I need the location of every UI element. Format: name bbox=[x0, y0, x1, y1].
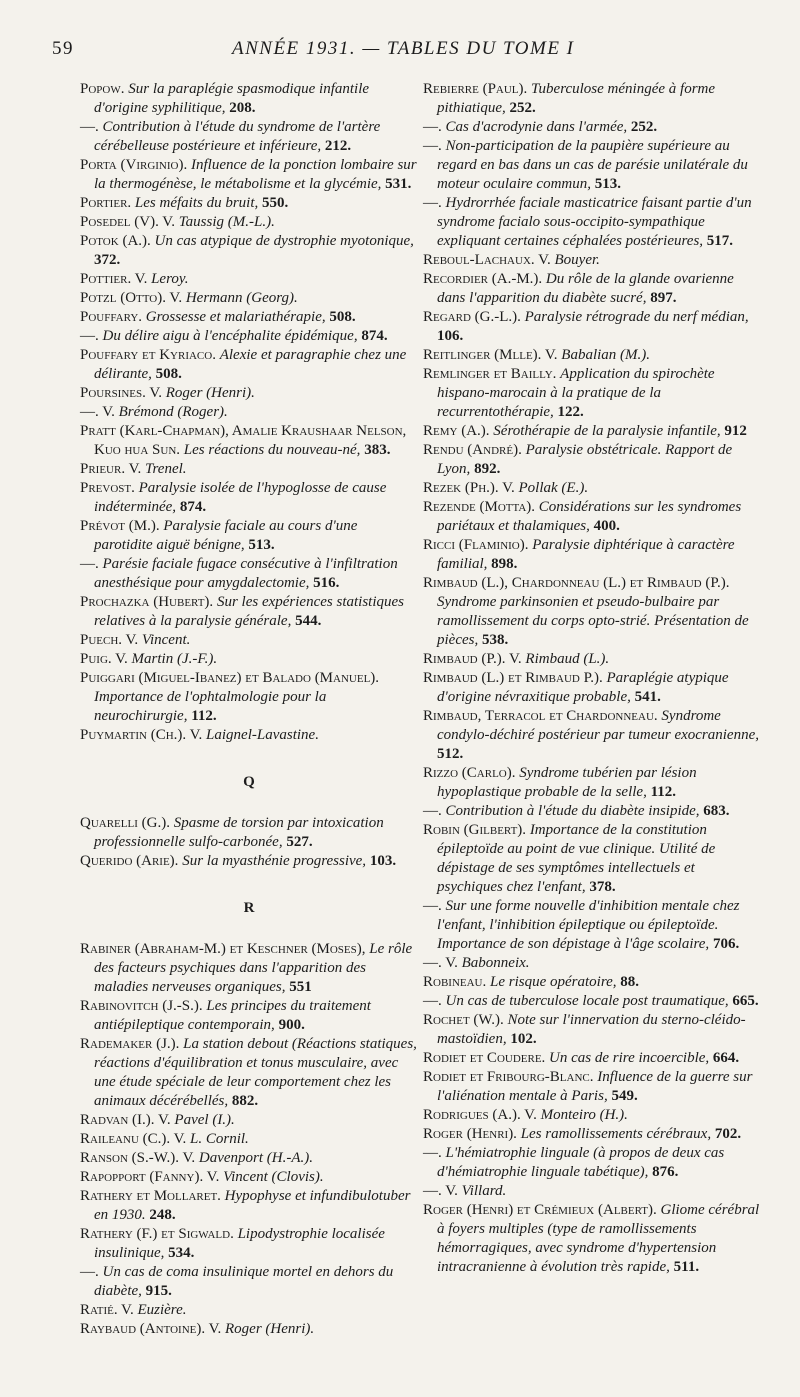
index-entry bbox=[423, 954, 761, 973]
entry-title: Note sur l'innervation du sterno-cléido-mastoïdien, bbox=[437, 1012, 746, 1047]
entry-page: 544. bbox=[295, 613, 322, 629]
entry-author: Rademaker (J.). bbox=[80, 1036, 180, 1052]
index-entry bbox=[80, 814, 418, 852]
entry-title: Les principes du traitement antiépileptique contemporain, bbox=[94, 998, 371, 1033]
entry-author: —. bbox=[80, 1264, 99, 1280]
index-entry bbox=[80, 997, 418, 1035]
entry-title: Vincent. bbox=[141, 632, 191, 648]
index-entry bbox=[80, 1301, 418, 1320]
entry-title: Importance de la constitution épileptoïde au point de vue clinique. Utilité de dépistage de ses symptômes intellectuels et psychiques chez l'enfant, bbox=[437, 822, 716, 895]
entry-title: Vincent (Clovis). bbox=[223, 1169, 324, 1185]
entry-author: Puig. V. bbox=[80, 651, 128, 667]
index-entry bbox=[423, 118, 761, 137]
entry-author: Ricci (Flaminio). bbox=[423, 537, 529, 553]
index-entry bbox=[80, 1187, 418, 1225]
entry-title: Application du spirochète hispano-marocain à la pratique de la recurrentothérapie, bbox=[437, 366, 715, 420]
entry-author: Rapopport (Fanny). V. bbox=[80, 1169, 220, 1185]
index-entry bbox=[423, 1125, 761, 1144]
index-entry bbox=[80, 1111, 418, 1130]
index-entry bbox=[423, 80, 761, 118]
entry-page: 915. bbox=[145, 1283, 172, 1299]
entry-title: Pavel (I.). bbox=[174, 1112, 235, 1128]
entry-author: —. bbox=[80, 328, 99, 344]
entry-page: 212. bbox=[324, 138, 352, 154]
index-entry bbox=[80, 650, 418, 669]
entry-title: Spasme de torsion par intoxication professionnelle sulfo-carbonée, bbox=[94, 815, 384, 850]
index-entry bbox=[80, 631, 418, 650]
entry-title: Considérations sur les syndromes pariétaux et thalamiques, bbox=[437, 499, 742, 534]
entry-page: 378. bbox=[589, 879, 616, 895]
entry-page: 122. bbox=[557, 404, 584, 420]
entry-author: —. bbox=[423, 119, 442, 135]
left-column bbox=[80, 80, 418, 1339]
entry-title: Non-participation de la paupière supérieure au regard en bas dans un cas de parésie unilatérale du moteur oculaire commun, bbox=[437, 138, 748, 192]
entry-author: Prochazka (Hubert). bbox=[80, 594, 214, 610]
section-letter: Q bbox=[243, 774, 255, 790]
entry-title: Syndrome tubérien par lésion hypoplastique probable de la selle, bbox=[437, 765, 697, 800]
index-entry bbox=[423, 802, 761, 821]
entry-title: Laignel-Lavastine. bbox=[206, 727, 319, 743]
entry-page: 665. bbox=[732, 993, 759, 1009]
entry-title: Villard. bbox=[461, 1183, 507, 1199]
entry-page: 882. bbox=[231, 1093, 259, 1109]
entry-title: Le risque opératoire, bbox=[490, 974, 617, 990]
entry-page: 892. bbox=[474, 461, 501, 477]
entry-page: 103. bbox=[369, 853, 397, 869]
index-entry bbox=[80, 1130, 418, 1149]
entry-title: Du rôle de la glande ovarienne dans l'apparition du diabète sucré, bbox=[437, 271, 734, 306]
index-entry bbox=[80, 726, 418, 745]
entry-author: Rimbaud, Terracol et Chardonneau. bbox=[423, 708, 658, 724]
entry-page: 88. bbox=[620, 974, 640, 990]
entry-title: Paraplégie atypique d'origine névraxitique probable, bbox=[437, 670, 729, 705]
index-entry bbox=[423, 308, 761, 346]
entry-page: 683. bbox=[703, 803, 730, 819]
entry-title: Paralysie obstétricale. Rapport de Lyon, bbox=[437, 442, 733, 477]
entry-author: Robineau. bbox=[423, 974, 487, 990]
entry-author: Popow. bbox=[80, 81, 125, 97]
entry-title: Influence de la guerre sur l'aliénation mentale à Paris, bbox=[437, 1069, 753, 1104]
entry-page: 106. bbox=[437, 328, 464, 344]
entry-title: Syndrome parkinsonien et pseudo-bulbaire par ramollissement du corps opto-strié. Présentation de pièces, bbox=[437, 594, 749, 648]
entry-title: Importance de l'ophtalmologie pour la neurochirurgie, bbox=[94, 689, 327, 724]
running-title: ANNÉE 1931. — TABLES DU TOME I bbox=[232, 38, 575, 59]
index-entry bbox=[80, 346, 418, 384]
index-entry bbox=[423, 707, 761, 764]
entry-author: Rodrigues (A.). V. bbox=[423, 1107, 537, 1123]
entry-title: Brémond (Roger). bbox=[118, 404, 228, 420]
entry-title: Sur une forme nouvelle d'inhibition mentale chez l'enfant, l'inhibition épileptique ou épileptoïde. Importance de son dépistage à l'âge scolaire, bbox=[437, 898, 740, 952]
entry-page: 513. bbox=[248, 537, 275, 553]
index-entry bbox=[80, 517, 418, 555]
entry-title: Trenel. bbox=[144, 461, 187, 477]
entry-author: —. V. bbox=[423, 1183, 458, 1199]
index-entry bbox=[80, 80, 418, 118]
index-entry bbox=[80, 422, 418, 460]
index-entry bbox=[423, 498, 761, 536]
entry-page: 900. bbox=[278, 1017, 305, 1033]
index-entry bbox=[80, 1263, 418, 1301]
entry-author: Pouffary et Kyriaco. bbox=[80, 347, 216, 363]
entry-page: 541. bbox=[634, 689, 661, 705]
entry-page: 549. bbox=[611, 1088, 638, 1104]
entry-title: Les réactions du nouveau-né, bbox=[183, 442, 361, 458]
entry-page: 897. bbox=[650, 290, 677, 306]
entry-author: Prevost. bbox=[80, 480, 135, 496]
entry-author: Rimbaud (L.) et Rimbaud P.). bbox=[423, 670, 603, 686]
index-entry bbox=[80, 1035, 418, 1111]
entry-title: Un cas de coma insulinique mortel en dehors du diabète, bbox=[94, 1264, 394, 1299]
index-entry bbox=[80, 479, 418, 517]
entry-author: Potok (A.). bbox=[80, 233, 151, 249]
entry-page: 527. bbox=[286, 834, 313, 850]
entry-author: Puymartin (Ch.). V. bbox=[80, 727, 203, 743]
entry-title: Du délire aigu à l'encéphalite épidémique, bbox=[102, 328, 358, 344]
entry-author: —. bbox=[80, 119, 99, 135]
entry-author: Rodiet et Fribourg-Blanc. bbox=[423, 1069, 594, 1085]
entry-author: Reitlinger (Mlle). V. bbox=[423, 347, 558, 363]
entry-author: Robin (Gilbert). bbox=[423, 822, 527, 838]
entry-title: L. Cornil. bbox=[190, 1131, 249, 1147]
entry-title: Les méfaits du bruit, bbox=[134, 195, 259, 211]
entry-title: Cas d'acrodynie dans l'armée, bbox=[445, 119, 628, 135]
entry-author: —. bbox=[423, 898, 442, 914]
entry-author: Remlinger et Bailly. bbox=[423, 366, 557, 382]
entry-page: 538. bbox=[481, 632, 509, 648]
index-entry bbox=[423, 1144, 761, 1182]
index-entry bbox=[423, 1106, 761, 1125]
index-entry bbox=[423, 992, 761, 1011]
entry-title: Sur les expériences statistiques relatives à la paralysie générale, bbox=[94, 594, 404, 629]
entry-author: Roger (Henri) et Crémieux (Albert). bbox=[423, 1202, 657, 1218]
index-entry bbox=[423, 441, 761, 479]
entry-title: Contribution à l'étude du syndrome de l'artère cérébelleuse postérieure et inférieure, bbox=[94, 119, 381, 154]
index-entry bbox=[80, 669, 418, 726]
index-entry bbox=[423, 137, 761, 194]
entry-title: Bouyer. bbox=[554, 252, 600, 268]
entry-title: Grossesse et malariathérapie, bbox=[145, 309, 326, 325]
entry-title: Rimbaud (L.). bbox=[525, 651, 610, 667]
entry-author: Rabiner (Abraham-M.) et Keschner (Moses), bbox=[80, 941, 366, 957]
entry-page: 400. bbox=[593, 518, 620, 534]
index-entry bbox=[423, 536, 761, 574]
index-entry bbox=[423, 365, 761, 422]
entry-title: Paralysie rétrograde du nerf médian, bbox=[524, 309, 749, 325]
index-entry bbox=[423, 973, 761, 992]
entry-title: Un cas de tuberculose locale post traumatique, bbox=[445, 993, 729, 1009]
entry-title: Les ramollissements cérébraux, bbox=[520, 1126, 712, 1142]
entry-title: Tuberculose méningée à forme pithiatique, bbox=[437, 81, 716, 116]
entry-author: Querido (Arie). bbox=[80, 853, 179, 869]
entry-page: 551 bbox=[289, 979, 312, 995]
entry-author: —. bbox=[423, 803, 442, 819]
entry-author: —. bbox=[423, 138, 442, 154]
index-entry bbox=[423, 422, 761, 441]
entry-title: Babalian (M.). bbox=[561, 347, 651, 363]
entry-title: Hermann (Georg). bbox=[185, 290, 298, 306]
entry-title: Syndrome condylo-déchiré postérieur par tumeur exocranienne, bbox=[437, 708, 759, 743]
entry-title: Alexie et paragraphie chez une délirante, bbox=[94, 347, 407, 382]
entry-title: Roger (Henri). bbox=[225, 1321, 315, 1337]
entry-title: L'hémiatrophie linguale (à propos de deux cas d'hémiatrophie linguale tabétique), bbox=[437, 1145, 725, 1180]
entry-title: Sur la paraplégie spasmodique infantile d'origine syphilitique, bbox=[94, 81, 370, 116]
page-number: 59 bbox=[52, 38, 74, 59]
entry-title: Gliome cérébral à foyers multiples (type de ramollissements hémorragiques, avec syndrome d'hypertension intracranienne à évolution très rapide, bbox=[437, 1202, 760, 1275]
index-entry bbox=[80, 1149, 418, 1168]
index-entry bbox=[80, 1168, 418, 1187]
entry-title: Roger (Henri). bbox=[165, 385, 255, 401]
entry-author: Porta (Virginio). bbox=[80, 157, 188, 173]
entry-page: 102. bbox=[510, 1031, 537, 1047]
entry-author: Rathery et Mollaret. bbox=[80, 1188, 221, 1204]
entry-title: Un cas de rire incoercible, bbox=[549, 1050, 710, 1066]
entry-page: 252. bbox=[630, 119, 658, 135]
entry-title: Euzière. bbox=[137, 1302, 187, 1318]
index-entry bbox=[80, 327, 418, 346]
entry-page: 372. bbox=[94, 252, 121, 268]
entry-author: —. V. bbox=[80, 404, 115, 420]
index-entry bbox=[423, 251, 761, 270]
entry-title: Hypophyse et infundibulotuber en 1930. bbox=[94, 1188, 411, 1223]
entry-author: Prévot (M.). bbox=[80, 518, 160, 534]
entry-author: —. V. bbox=[423, 955, 458, 971]
entry-author: Puech. V. bbox=[80, 632, 139, 648]
index-entry bbox=[80, 593, 418, 631]
entry-author: Rochet (W.). bbox=[423, 1012, 504, 1028]
entry-author: Regard (G.-L.). bbox=[423, 309, 521, 325]
entry-title: Influence de la ponction lombaire sur la thermogénèse, le métabolisme et la glycémie, bbox=[94, 157, 417, 192]
entry-author: Remy (A.). bbox=[423, 423, 490, 439]
entry-page: 898. bbox=[491, 556, 518, 572]
index-entry bbox=[423, 897, 761, 954]
entry-title: Contribution à l'étude du diabète insipide, bbox=[445, 803, 700, 819]
index-entry bbox=[80, 308, 418, 327]
entry-author: Posedel (V). V. bbox=[80, 214, 175, 230]
entry-author: Rizzo (Carlo). bbox=[423, 765, 516, 781]
entry-author: Raileanu (C.). V. bbox=[80, 1131, 187, 1147]
entry-author: Rendu (André). bbox=[423, 442, 522, 458]
entry-page: 513. bbox=[594, 176, 621, 192]
entry-author: Portier. bbox=[80, 195, 132, 211]
index-entry bbox=[423, 1049, 761, 1068]
entry-author: Rabinovitch (J.-S.). bbox=[80, 998, 203, 1014]
index-entry bbox=[80, 1225, 418, 1263]
entry-title: Monteiro (H.). bbox=[540, 1107, 628, 1123]
entry-author: Pratt (Karl-Chapman), Amalie Kraushaar Nelson, Kuo hua Sun. bbox=[80, 423, 407, 458]
entry-title: Paralysie faciale au cours d'une parotidite aiguë bénigne, bbox=[94, 518, 358, 553]
entry-author: Prieur. V. bbox=[80, 461, 142, 477]
entry-title: Paralysie diphtérique à caractère familial, bbox=[437, 537, 735, 572]
entry-page: 912 bbox=[724, 423, 747, 439]
entry-author: —. bbox=[423, 195, 442, 211]
entry-title: Lipodystrophie localisée insulinique, bbox=[94, 1226, 385, 1261]
entry-title: Paralysie isolée de l'hypoglosse de cause indéterminée, bbox=[94, 480, 387, 515]
entry-author: Rezek (Ph.). V. bbox=[423, 480, 515, 496]
entry-page: 508. bbox=[329, 309, 356, 325]
entry-page: 534. bbox=[168, 1245, 195, 1261]
entry-title: La station debout (Réactions statiques, réactions d'équilibration et tonus musculaire, avec une étude spéciale de leur comportement chez les animaux décérébellés, bbox=[94, 1036, 417, 1109]
entry-author: Radvan (I.). V. bbox=[80, 1112, 171, 1128]
entry-page: 702. bbox=[714, 1126, 742, 1142]
entry-title: Hydrorrhée faciale masticatrice faisant partie d'un syndrome facialo sous-occipito-sympathique expliquant certaines céphalées postérieures, bbox=[437, 195, 752, 249]
index-entry bbox=[423, 346, 761, 365]
index-entry bbox=[80, 118, 418, 156]
index-entry bbox=[423, 1068, 761, 1106]
entry-author: Pottier. V. bbox=[80, 271, 148, 287]
entry-author: Puiggari (Miguel-Ibanez) et Balado (Manuel). bbox=[80, 670, 380, 686]
index-entry bbox=[80, 194, 418, 213]
entry-page: 508. bbox=[155, 366, 182, 382]
index-entry bbox=[80, 1320, 418, 1339]
entry-author: —. bbox=[423, 1145, 442, 1161]
entry-page: 874. bbox=[179, 499, 207, 515]
entry-page: 876. bbox=[652, 1164, 679, 1180]
index-entry bbox=[80, 940, 418, 997]
index-entry bbox=[423, 574, 761, 650]
entry-author: Ratié. V. bbox=[80, 1302, 134, 1318]
entry-title: Leroy. bbox=[151, 271, 189, 287]
entry-page: 208. bbox=[229, 100, 256, 116]
entry-author: Rodiet et Coudere. bbox=[423, 1050, 546, 1066]
entry-title: Sérothérapie de la paralysie infantile, bbox=[493, 423, 721, 439]
entry-author: Raybaud (Antoine). V. bbox=[80, 1321, 222, 1337]
entry-author: Rimbaud (P.). V. bbox=[423, 651, 522, 667]
entry-title: Martin (J.-F.). bbox=[131, 651, 218, 667]
entry-title: Le rôle des facteurs psychiques dans l'apparition des maladies nerveuses organiques, bbox=[94, 941, 413, 995]
index-entry bbox=[80, 555, 418, 593]
entry-page: 383. bbox=[364, 442, 391, 458]
entry-author: —. bbox=[80, 556, 99, 572]
index-entry bbox=[80, 156, 418, 194]
entry-author: Pouffary. bbox=[80, 309, 143, 325]
entry-author: Rezende (Motta). bbox=[423, 499, 536, 515]
entry-author: Rebierre (Paul). bbox=[423, 81, 528, 97]
entry-title: Babonneix. bbox=[461, 955, 530, 971]
entry-author: Rimbaud (L.), Chardonneau (L.) et Rimbaud (P.). bbox=[423, 575, 730, 591]
entry-author: —. bbox=[423, 993, 442, 1009]
entry-page: 112. bbox=[191, 708, 217, 724]
entry-page: 664. bbox=[712, 1050, 740, 1066]
index-entry bbox=[423, 479, 761, 498]
index-entry bbox=[423, 821, 761, 897]
page-header bbox=[0, 38, 800, 68]
entry-title: Parésie faciale fugace consécutive à l'infiltration anesthésique pour amygdalectomie, bbox=[94, 556, 398, 591]
entry-author: Ranson (S.-W.). V. bbox=[80, 1150, 196, 1166]
entry-author: Roger (Henri). bbox=[423, 1126, 517, 1142]
entry-page: 516. bbox=[313, 575, 340, 591]
right-column bbox=[423, 80, 761, 1277]
index-entry bbox=[80, 289, 418, 308]
index-entry bbox=[423, 1182, 761, 1201]
index-entry bbox=[80, 270, 418, 289]
entry-author: Recordier (A.-M.). bbox=[423, 271, 543, 287]
section-letter: R bbox=[243, 900, 255, 916]
index-entry bbox=[423, 1201, 761, 1277]
entry-page: 517. bbox=[706, 233, 734, 249]
entry-author: Rathery (F.) et Sigwald. bbox=[80, 1226, 234, 1242]
index-entry bbox=[80, 460, 418, 479]
entry-page: 874. bbox=[361, 328, 388, 344]
entry-page: 706. bbox=[712, 936, 740, 952]
entry-page: 112. bbox=[650, 784, 677, 800]
entry-page: 511. bbox=[673, 1259, 700, 1275]
index-entry bbox=[423, 194, 761, 251]
entry-page: 252. bbox=[509, 100, 536, 116]
index-entry bbox=[80, 213, 418, 232]
entry-title: Sur la myasthénie progressive, bbox=[182, 853, 367, 869]
index-entry bbox=[423, 650, 761, 669]
entry-author: Potzl (Otto). V. bbox=[80, 290, 183, 306]
index-entry bbox=[423, 669, 761, 707]
entry-page: 512. bbox=[437, 746, 464, 762]
entry-page: 248. bbox=[149, 1207, 176, 1223]
entry-title: Davenport (H.-A.). bbox=[198, 1150, 314, 1166]
entry-author: Reboul-Lachaux. V. bbox=[423, 252, 551, 268]
entry-author: Poursines. V. bbox=[80, 385, 163, 401]
index-entry bbox=[423, 1011, 761, 1049]
index-entry bbox=[80, 403, 418, 422]
entry-page: 550. bbox=[262, 195, 289, 211]
entry-author: Quarelli (G.). bbox=[80, 815, 170, 831]
entry-page: 531. bbox=[385, 176, 412, 192]
index-entry bbox=[80, 384, 418, 403]
entry-title: Un cas atypique de dystrophie myotonique, bbox=[154, 233, 414, 249]
index-entry bbox=[423, 764, 761, 802]
index-entry bbox=[80, 232, 418, 270]
index-entry bbox=[80, 852, 418, 871]
entry-title: Taussig (M.-L.). bbox=[178, 214, 275, 230]
index-entry bbox=[423, 270, 761, 308]
entry-title: Pollak (E.). bbox=[518, 480, 589, 496]
